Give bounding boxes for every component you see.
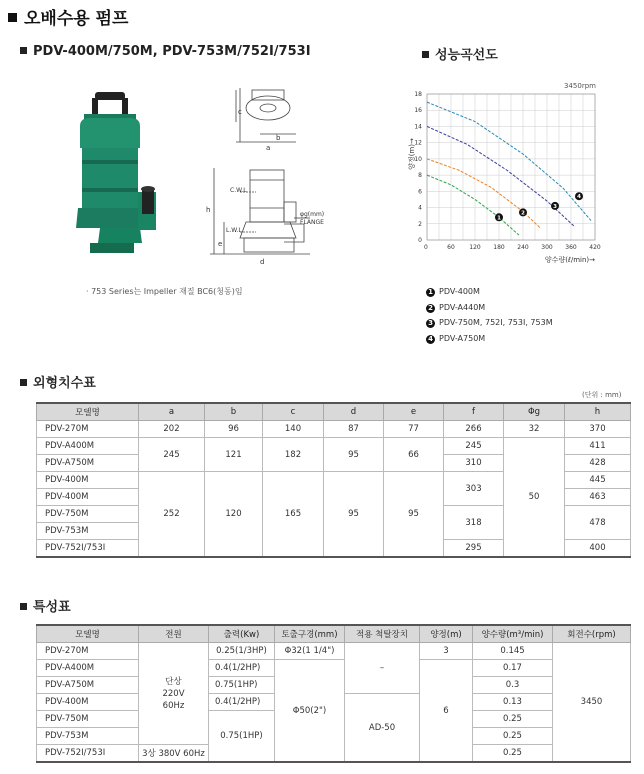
model-cell: PDV-753M xyxy=(37,728,139,745)
model-cell: PDV-752I/753I xyxy=(37,540,139,558)
legend-number-icon: 2 xyxy=(426,304,435,313)
bullet-square-icon xyxy=(20,47,27,54)
value-cell: 245 xyxy=(139,438,205,472)
dim-label-e: e xyxy=(218,240,223,248)
value-cell: 77 xyxy=(384,421,444,438)
value-cell: 0.3 xyxy=(473,677,553,694)
model-cell: PDV-270M xyxy=(37,421,139,438)
dim-label-c: c xyxy=(238,108,242,116)
model-cell: PDV-400M xyxy=(37,694,139,711)
y-tick-label: 2 xyxy=(418,220,422,228)
bullet-square-icon xyxy=(20,603,27,610)
spec-heading-text: 특성표 xyxy=(33,600,71,615)
value-cell: 140 xyxy=(263,421,324,438)
value-cell: 87 xyxy=(324,421,384,438)
model-cell: PDV-270M xyxy=(37,643,139,660)
value-cell: 295 xyxy=(444,540,504,558)
legend-text: PDV-A440M xyxy=(439,302,486,312)
spec-heading xyxy=(20,596,71,615)
value-cell: 266 xyxy=(444,421,504,438)
value-cell: 463 xyxy=(565,489,631,506)
model-cell: PDV-753M xyxy=(37,523,139,540)
value-cell: 32 xyxy=(504,421,565,438)
value-cell: 0.25 xyxy=(473,728,553,745)
value-cell: 3450 xyxy=(553,643,631,763)
x-tick-label: 180 xyxy=(493,244,505,251)
value-cell: 310 xyxy=(444,455,504,472)
value-cell: 0.75(1HP) xyxy=(209,711,275,763)
x-tick-label: 240 xyxy=(517,244,529,251)
legend-item xyxy=(426,331,553,347)
table-row xyxy=(37,643,631,660)
value-cell: 252 xyxy=(139,472,205,558)
value-cell: 370 xyxy=(565,421,631,438)
page-title xyxy=(8,4,128,29)
x-tick-label: 0 xyxy=(424,244,428,251)
series-label: 1 xyxy=(497,215,501,222)
y-axis-label: 양정(m)→ xyxy=(408,138,416,170)
value-cell: 66 xyxy=(384,438,444,472)
series-line xyxy=(427,126,575,227)
value-cell: 95 xyxy=(324,472,384,558)
rpm-label: 3450rpm xyxy=(564,82,596,90)
dimension-drawing xyxy=(200,82,340,272)
legend-text: PDV-400M xyxy=(439,287,480,296)
value-cell: 3 xyxy=(420,643,473,660)
value-cell: 478 xyxy=(565,506,631,540)
curve-heading-text: 성능곡선도 xyxy=(435,48,498,63)
value-cell: 165 xyxy=(263,472,324,558)
series-label: 4 xyxy=(577,194,581,201)
model-cell: PDV-A750M xyxy=(37,677,139,694)
x-tick-label: 420 xyxy=(589,244,601,251)
col-header: 양수량(m³/min) xyxy=(473,625,553,643)
dim-label-phig: φg(mm) xyxy=(300,211,325,218)
col-header: b xyxy=(205,403,263,421)
col-header: Φg xyxy=(504,403,565,421)
legend-item xyxy=(426,315,553,331)
value-cell: 428 xyxy=(565,455,631,472)
dim-label-a: a xyxy=(266,144,271,152)
value-cell: Φ32(1 1/4") xyxy=(275,643,345,660)
dim-label-h: h xyxy=(206,206,211,214)
col-header: 토출구경(mm) xyxy=(275,625,345,643)
value-cell: 95 xyxy=(384,472,444,558)
legend-item xyxy=(426,300,553,316)
col-header: e xyxy=(384,403,444,421)
model-heading-text: PDV-400M/750M, PDV-753M/752I/753I xyxy=(33,44,311,59)
col-header: 적용 척탈장치 xyxy=(345,625,420,643)
value-cell: 318 xyxy=(444,506,504,540)
model-heading xyxy=(20,44,311,59)
series-line xyxy=(427,159,541,229)
value-cell: 121 xyxy=(205,438,263,472)
series-label: 2 xyxy=(521,210,525,217)
performance-chart xyxy=(405,80,605,270)
value-cell: – xyxy=(345,643,420,694)
pump-motor-body xyxy=(82,148,138,208)
y-tick-label: 6 xyxy=(418,188,422,196)
value-cell: 0.13 xyxy=(473,694,553,711)
title-square-icon xyxy=(8,13,17,22)
value-cell: 95 xyxy=(324,438,384,472)
col-header: d xyxy=(324,403,384,421)
x-tick-label: 360 xyxy=(565,244,577,251)
value-cell: 96 xyxy=(205,421,263,438)
value-cell: 411 xyxy=(565,438,631,455)
value-cell: Φ50(2") xyxy=(275,660,345,763)
model-cell: PDV-400M xyxy=(37,489,139,506)
legend-text: PDV-750M, 752I, 753I, 753M xyxy=(439,318,553,327)
col-header: 모델명 xyxy=(37,625,139,643)
performance-chart-svg xyxy=(405,80,605,265)
dimensions-table xyxy=(36,402,631,558)
model-cell: PDV-A750M xyxy=(37,455,139,472)
dim-label-cwl: C.W.L xyxy=(230,187,247,194)
curve-legend xyxy=(426,284,553,346)
bullet-square-icon xyxy=(422,51,429,58)
value-cell: 0.17 xyxy=(473,660,553,677)
value-cell: 445 xyxy=(565,472,631,489)
col-header: h xyxy=(565,403,631,421)
table-row xyxy=(37,660,631,677)
col-header: 출력(Kw) xyxy=(209,625,275,643)
value-cell: 0.75(1HP) xyxy=(209,677,275,694)
y-tick-label: 14 xyxy=(414,123,422,131)
value-cell: 400 xyxy=(565,540,631,558)
curve-heading xyxy=(422,44,498,63)
model-cell: PDV-752I/753I xyxy=(37,745,139,763)
y-tick-label: 4 xyxy=(418,204,422,212)
model-cell: PDV-750M xyxy=(37,506,139,523)
legend-number-icon: 3 xyxy=(426,319,435,328)
value-cell: 0.4(1/2HP) xyxy=(209,660,275,677)
value-cell: 0.145 xyxy=(473,643,553,660)
model-cell: PDV-750M xyxy=(37,711,139,728)
pump-handle xyxy=(95,92,125,100)
legend-item xyxy=(426,284,553,300)
model-cell: PDV-A400M xyxy=(37,438,139,455)
dims-heading xyxy=(20,372,96,391)
model-cell: PDV-A400M xyxy=(37,660,139,677)
value-cell: 0.25 xyxy=(473,745,553,763)
col-header: c xyxy=(263,403,324,421)
value-cell: AD-50 xyxy=(345,694,420,763)
table-row xyxy=(37,421,631,438)
page-title-text: 오배수용 펌프 xyxy=(24,9,129,29)
dims-heading-text: 외형치수표 xyxy=(33,376,96,391)
value-cell: 245 xyxy=(444,438,504,455)
value-cell: 0.25 xyxy=(473,711,553,728)
series-line xyxy=(427,175,519,235)
col-header: a xyxy=(139,403,205,421)
legend-number-icon: 4 xyxy=(426,335,435,344)
table-row xyxy=(37,438,631,455)
dim-label-d: d xyxy=(260,258,265,266)
y-tick-label: 18 xyxy=(414,91,422,98)
y-tick-label: 16 xyxy=(414,107,422,115)
legend-text: PDV-A750M xyxy=(439,333,486,343)
table-header-row xyxy=(37,625,631,643)
value-cell: 303 xyxy=(444,472,504,506)
col-header: 회전수(rpm) xyxy=(553,625,631,643)
spec-table xyxy=(36,624,631,763)
value-cell: 0.25(1/3HP) xyxy=(209,643,275,660)
pump-motor-top xyxy=(80,118,140,148)
value-cell: 0.4(1/2HP) xyxy=(209,694,275,711)
value-cell: 50 xyxy=(504,438,565,558)
col-header: f xyxy=(444,403,504,421)
col-header: 모델명 xyxy=(37,403,139,421)
y-tick-label: 8 xyxy=(418,172,422,180)
dim-label-flange: FLANGE xyxy=(300,219,324,226)
legend-number-icon: 1 xyxy=(426,288,435,297)
value-cell: 120 xyxy=(205,472,263,558)
value-cell: 182 xyxy=(263,438,324,472)
value-cell: 3상 380V 60Hz xyxy=(139,745,209,763)
series-label: 3 xyxy=(553,203,557,210)
value-cell: 6 xyxy=(420,660,473,763)
x-tick-label: 60 xyxy=(447,244,455,251)
dim-label-b: b xyxy=(276,134,281,142)
series-line xyxy=(427,102,591,220)
bullet-square-icon xyxy=(20,379,27,386)
y-tick-label: 12 xyxy=(414,139,422,147)
impeller-note: · 753 Series는 Impeller 재질 BC6(청동)임 xyxy=(86,287,243,296)
table-header-row xyxy=(37,403,631,421)
dims-unit: (단위 : mm) xyxy=(582,391,622,399)
col-header: 전원 xyxy=(139,625,209,643)
value-cell: 단상 220V 60Hz xyxy=(139,643,209,745)
pump-photo xyxy=(70,88,190,268)
y-tick-label: 0 xyxy=(418,237,422,244)
value-cell: 202 xyxy=(139,421,205,438)
x-tick-label: 300 xyxy=(541,244,553,251)
x-axis-label: 양수량(ℓ/min)→ xyxy=(544,256,595,264)
model-cell: PDV-400M xyxy=(37,472,139,489)
dim-label-lwl: L.W.L xyxy=(226,227,242,234)
x-tick-label: 120 xyxy=(469,244,481,251)
col-header: 양정(m) xyxy=(420,625,473,643)
y-tick-label: 10 xyxy=(414,155,422,163)
